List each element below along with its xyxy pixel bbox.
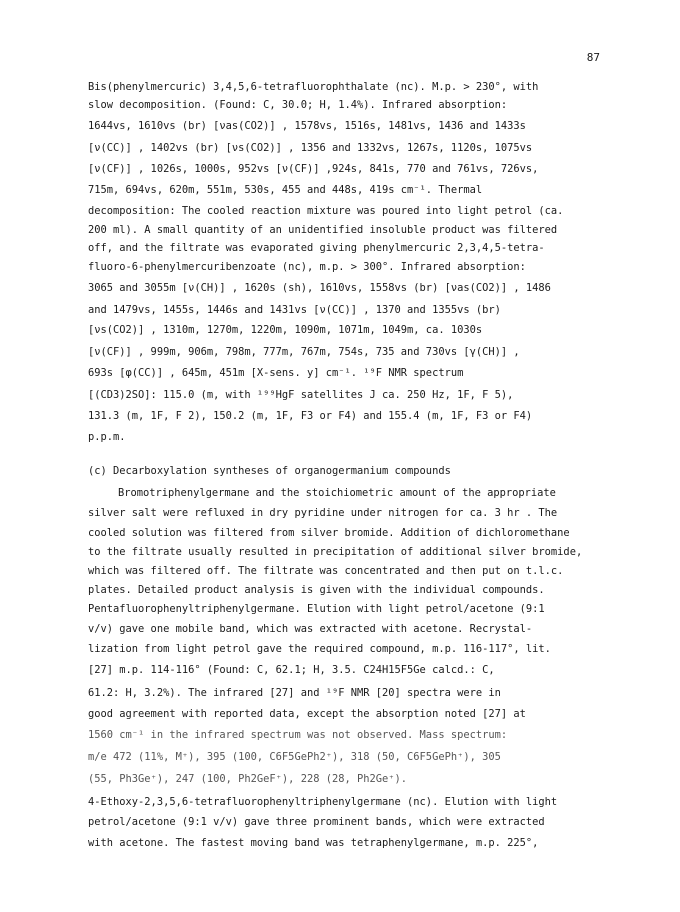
page-number: 87 (586, 51, 600, 64)
text-line: [νs(CO2)] , 1310m, 1270m, 1220m, 1090m, 1071m, 1049m, ca. 1030s (88, 324, 483, 336)
text-line: 693s [φ(CC)] , 645m, 451m [X-sens. y] cm⁻¹. ¹⁹F NMR spectrum (88, 367, 464, 379)
text-line: v/v) gave one mobile band, which was extracted with acetone. Recrystal- (88, 623, 533, 635)
text-line: good agreement with reported data, except the absorption noted [27] at (88, 708, 526, 720)
text-line: decomposition: The cooled reaction mixture was poured into light petrol (ca. (88, 205, 564, 217)
text-line: plates. Detailed product analysis is given with the individual compounds. (88, 584, 545, 596)
text-line: 200 ml). A small quantity of an unidentified insoluble product was filtered (88, 224, 558, 236)
text-line: (55, Ph3Ge⁺), 247 (100, Ph2GeF⁺), 228 (28, Ph2Ge⁺). (88, 773, 408, 785)
text-line: m/e 472 (11%, M⁺), 395 (100, C6F5GePh2⁺), 318 (50, C6F5GePh⁺), 305 (88, 751, 501, 763)
text-line: 4-Ethoxy-2,3,5,6-tetrafluorophenyltriphenylgermane (nc). Elution with light (88, 796, 558, 808)
text-line: 3065 and 3055m [ν(CH)] , 1620s (sh), 1610vs, 1558vs (br) [νas(CO2)] , 1486 (88, 282, 551, 294)
text-line: to the filtrate usually resulted in precipitation of additional silver bromide, (88, 546, 583, 558)
text-line: [(CD3)2SO]: 115.0 (m, with ¹⁹⁹HgF satellites J ca. 250 Hz, 1F, F 5), (88, 389, 514, 401)
text-line: slow decomposition. (Found: C, 30.0; H, 1.4%). Infrared absorption: (88, 99, 508, 111)
text-line: Bis(phenylmercuric) 3,4,5,6-tetrafluorophthalate (nc). M.p. > 230°, with (88, 81, 539, 93)
text-line: 131.3 (m, 1F, F 2), 150.2 (m, 1F, F3 or F4) and 155.4 (m, 1F, F3 or F4) (88, 410, 533, 422)
text-line: 715m, 694vs, 620m, 551m, 530s, 455 and 448s, 419s cm⁻¹. Thermal (88, 184, 483, 196)
text-line: [ν(CF)] , 1026s, 1000s, 952vs [ν(CF)] ,924s, 841s, 770 and 761vs, 726vs, (88, 163, 539, 175)
text-line: which was filtered off. The filtrate was concentrated and then put on t.l.c. (88, 565, 564, 577)
text-line: [27] m.p. 114-116° (Found: C, 62.1; H, 3.5. C24H15F5Ge calcd.: C, (88, 664, 495, 676)
text-line: petrol/acetone (9:1 v/v) gave three prominent bands, which were extracted (88, 816, 545, 828)
text-line: and 1479vs, 1455s, 1446s and 1431vs [ν(CC)] , 1370 and 1355vs (br) (88, 304, 501, 316)
text-line: p.p.m. (88, 431, 126, 443)
text-line: 1560 cm⁻¹ in the infrared spectrum was not observed. Mass spectrum: (88, 729, 508, 741)
text-line: off, and the filtrate was evaporated giving phenylmercuric 2,3,4,5-tetra- (88, 242, 545, 254)
section-heading: (c) Decarboxylation syntheses of organogermanium compounds (88, 465, 451, 477)
text-line: lization from light petrol gave the required compound, m.p. 116-117°, lit. (88, 643, 551, 655)
text-line: 1644vs, 1610vs (br) [νas(CO2)] , 1578vs, 1516s, 1481vs, 1436 and 1433s (88, 120, 526, 132)
text-line: with acetone. The fastest moving band was tetraphenylgermane, m.p. 225°, (88, 837, 539, 849)
text-line: [ν(CC)] , 1402vs (br) [νs(CO2)] , 1356 and 1332vs, 1267s, 1120s, 1075vs (88, 142, 533, 154)
text-line: 61.2: H, 3.2%). The infrared [27] and ¹⁹F NMR [20] spectra were in (88, 687, 501, 699)
text-line: cooled solution was filtered from silver bromide. Addition of dichloromethane (88, 527, 570, 539)
text-line: fluoro-6-phenylmercuribenzoate (nc), m.p. > 300°. Infrared absorption: (88, 261, 526, 273)
text-line: Pentafluorophenyltriphenylgermane. Elution with light petrol/acetone (9:1 (88, 603, 545, 615)
text-line: Bromotriphenylgermane and the stoichiometric amount of the appropriate (118, 487, 556, 499)
text-line: [ν(CF)] , 999m, 906m, 798m, 777m, 767m, 754s, 735 and 730vs [γ(CH)] , (88, 346, 520, 358)
text-line: silver salt were refluxed in dry pyridine under nitrogen for ca. 3 hr . The (88, 507, 558, 519)
